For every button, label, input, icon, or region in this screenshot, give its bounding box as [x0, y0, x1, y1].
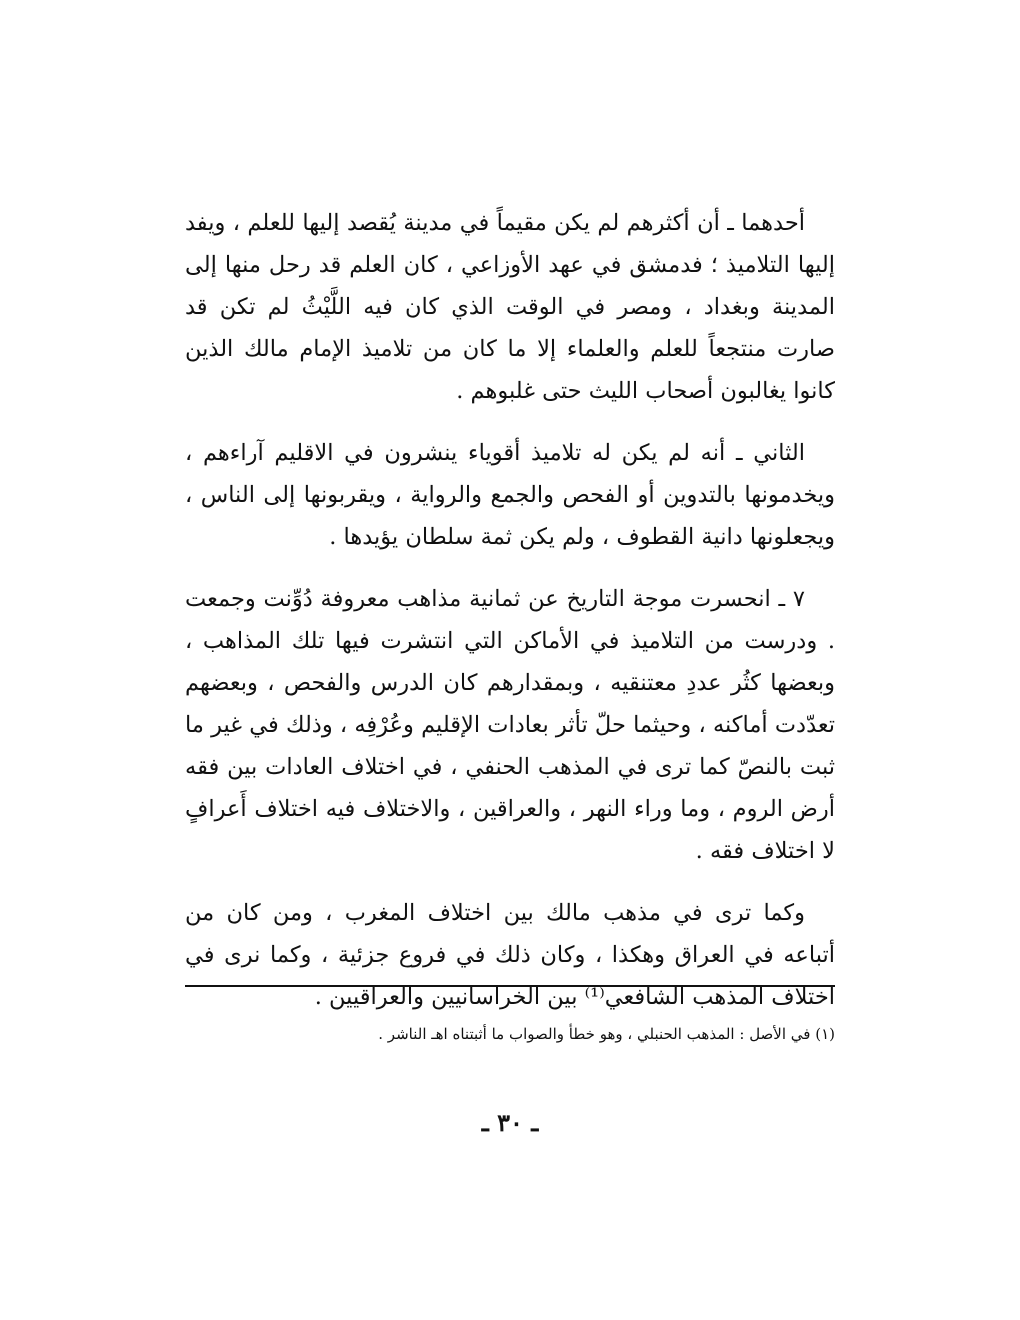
paragraph-4: وكما ترى في مذهب مالك بين اختلاف المغرب ، ومن كان من أتباعه في العراق وهكذا ، وكان ذلك في فروع جزئية ، وكما نرى في اختلاف المذهب الشافعي⁽¹⁾ بين الخراسانيين والعراقيين . — [185, 900, 835, 1010]
main-text — [185, 202, 835, 1038]
paragraph-1: أحدهما ـ أن أكثرهم لم يكن مقيماً في مدينة يُقصد إليها للعلم ، ويفد إليها التلاميذ ؛ فدمشق في عهد الأوزاعي ، كان العلم قد رحل منها إلى المدينة وبغداد ، ومصر في الوقت الذي كان فيه اللَّيْثُ لم تكن قد صارت منتجعاً للعلم والعلماء إلا ما كان من تلاميذ الإمام مالك الذين كانوا يغالبون أصحاب الليث حتى غلبوهم . — [185, 210, 835, 404]
paragraph-2: الثاني ـ أنه لم يكن له تلاميذ أقوياء ينشرون في الاقليم آراءهم ، ويخدمونها بالتدوين أو الفحص والجمع والرواية ، ويقربونها إلى الناس ، ويجعلونها دانية القطوف ، ولم يكن ثمة سلطان يؤيدها . — [185, 440, 835, 550]
page-number: ـ ٣٠ ـ — [481, 1108, 539, 1137]
footnote: (١) في الأصل : المذهب الحنبلي ، وهو خطأ والصواب ما أثبتناه اهـ الناشر . — [378, 1025, 835, 1043]
footnote-separator — [185, 985, 835, 987]
paragraph-3: ٧ ـ انحسرت موجة التاريخ عن ثمانية مذاهب معروفة دُوِّنت وجمعت . ودرست من التلاميذ في الأماكن التي انتشرت فيها تلك المذاهب ، وبعضها كثُر عددِ معتنقيه ، وبمقدارهم كان الدرس والفحص ، وبعضهم تعدّدت أماكنه ، وحيثما حلّ تأثر بعادات الإقليم وعُرْفِه ، وذلك في غير ما ثبت بالنصّ كما ترى في المذهب الحنفي ، في اختلاف العادات بين فقه أرض الروم ، وما وراء النهر ، والعراقين ، والاختلاف فيه اختلاف أَعرافٍ لا اختلاف فقه . — [185, 586, 835, 864]
